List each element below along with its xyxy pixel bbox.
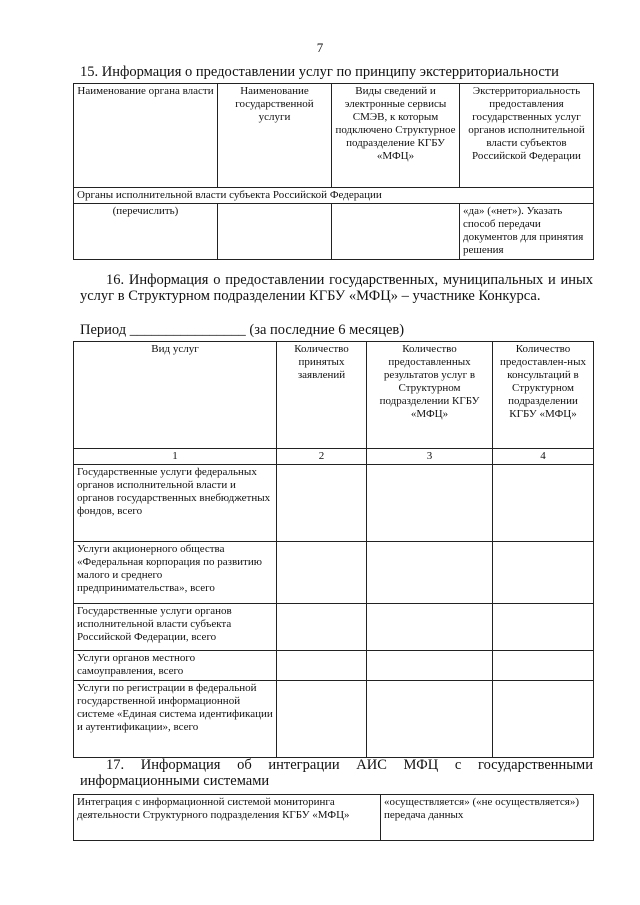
header-authority: Наименование органа власти [74, 84, 218, 188]
section-17-title-text: 17. Информация об интеграции АИС МФЦ с государственными информационными системами [80, 757, 593, 789]
table-cell [367, 651, 493, 681]
table-cell [493, 542, 594, 604]
period-note: (за последние 6 месяцев) [249, 322, 405, 338]
header-consultations: Количество предоставлен-ных консультаций в Структурном подразделении КГБУ «МФЦ» [493, 342, 594, 449]
row-regional-services: Государственные услуги органов исполнительной власти субъекта Российской Федерации, всего [74, 604, 277, 651]
section-15-title: 15. Информация о предоставлении услуг по принципу экстерриториальности [80, 64, 559, 80]
extraterritoriality-table [73, 83, 594, 260]
integration-description: Интеграция с информационной системой мониторинга деятельности Структурного подразделения КГБУ «МФЦ» [74, 795, 381, 841]
column-number: 1 [74, 449, 277, 465]
table-cell [493, 604, 594, 651]
integration-status: «осуществляется» («не осуществляется») передача данных [381, 795, 594, 841]
cell-list-placeholder: (перечислить) [74, 204, 218, 260]
period-blank: ________________ [129, 322, 246, 338]
page-number: 7 [316, 40, 324, 55]
integration-table [73, 794, 594, 841]
section-17-title [80, 757, 593, 789]
table-cell [367, 604, 493, 651]
row-municipal-services: Услуги органов местного самоуправления, всего [74, 651, 277, 681]
cell-yes-no: «да» («нет»). Указать способ передачи документов для принятия решения [460, 204, 594, 260]
table-cell [493, 681, 594, 758]
table-cell [277, 681, 367, 758]
section-16-title [80, 272, 593, 304]
table-cell [493, 465, 594, 542]
header-smev: Виды сведений и электронные сервисы СМЭВ, к которым подключено Структурное подразделение КГБУ «МФЦ» [332, 84, 460, 188]
row-federal-services: Государственные услуги федеральных органов исполнительной власти и органов государственных внебюджетных фондов, всего [74, 465, 277, 542]
section-16-title-text: 16. Информация о предоставлении государственных, муниципальных и иных услуг в Структурном подразделении КГБУ «МФЦ» – участнике Конкурса. [80, 272, 593, 304]
column-number: 2 [277, 449, 367, 465]
row-esia-registration: Услуги по регистрации в федеральной государственной информационной системе «Единая система идентификации и аутентификации», всего [74, 681, 277, 758]
column-number: 4 [493, 449, 594, 465]
table-cell [367, 542, 493, 604]
table-cell [218, 204, 332, 260]
table-cell [277, 465, 367, 542]
period-label: Период [80, 322, 127, 338]
table-cell [367, 465, 493, 542]
row-sme-corporation: Услуги акционерного общества «Федеральная корпорация по развитию малого и среднего предпринимательства», всего [74, 542, 277, 604]
table-cell [332, 204, 460, 260]
header-extraterritoriality: Экстерриториальность предоставления государственных услуг органов исполнительной власти субъектов Российской Федерации [460, 84, 594, 188]
column-number: 3 [367, 449, 493, 465]
table-cell [493, 651, 594, 681]
table-cell [277, 542, 367, 604]
header-service-type: Вид услуг [74, 342, 277, 449]
table-cell [277, 604, 367, 651]
table-cell [277, 651, 367, 681]
table-cell [367, 681, 493, 758]
group-row-regional-authorities: Органы исполнительной власти субъекта Российской Федерации [74, 188, 594, 204]
services-table [73, 341, 594, 758]
period-line [80, 322, 404, 338]
header-applications: Количество принятых заявлений [277, 342, 367, 449]
header-service: Наименование государственной услуги [218, 84, 332, 188]
header-results: Количество предоставленных результатов услуг в Структурном подразделении КГБУ «МФЦ» [367, 342, 493, 449]
